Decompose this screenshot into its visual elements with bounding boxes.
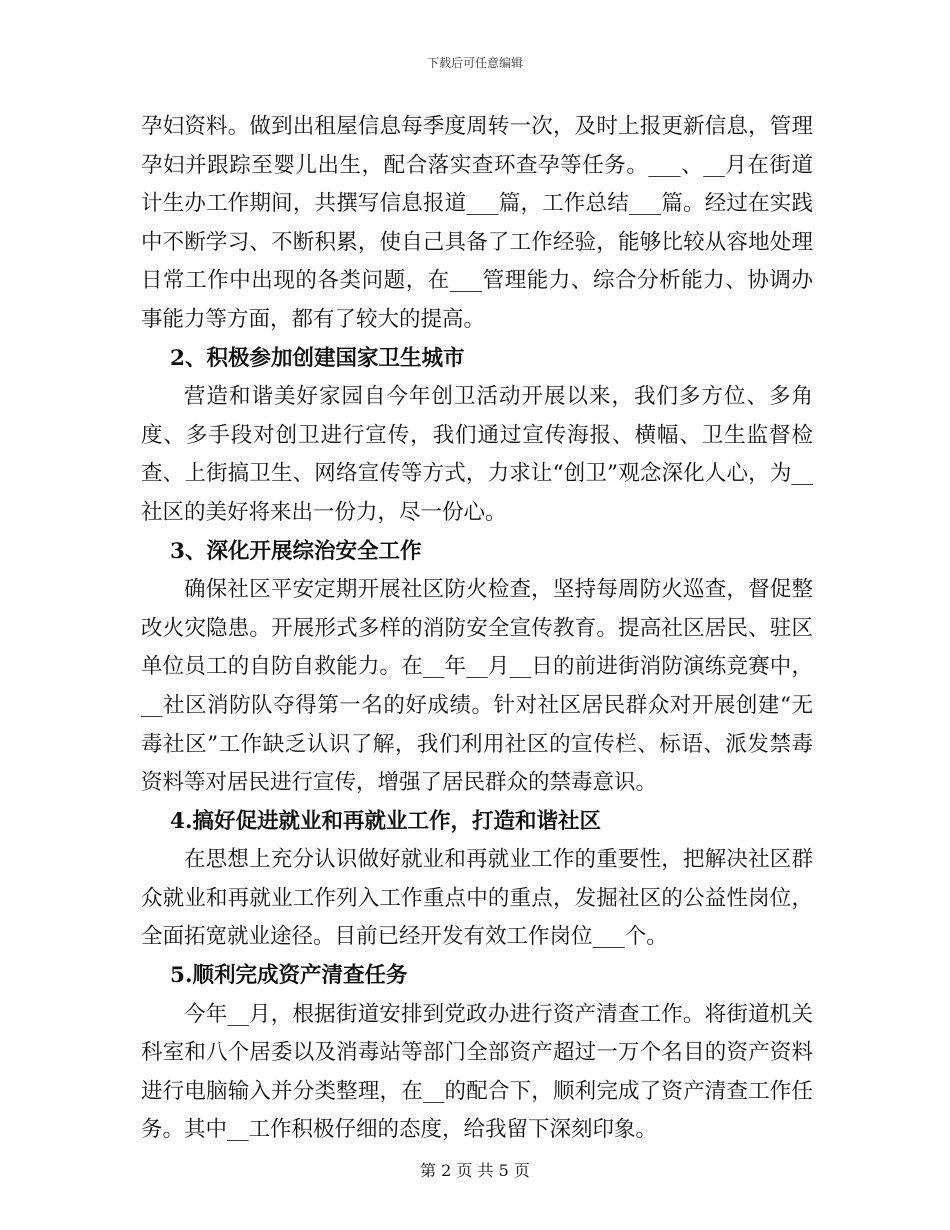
page-header: 下载后可任意编辑 — [426, 56, 523, 70]
page-number: 第 2 页 共 5 页 — [420, 1161, 530, 1180]
paragraph-section-2: 营造和谐美好家园自今年创卫活动开展以来，我们多方位、多角度、多手段对创卫进行宣传，我们通过宣传海报、横幅、卫生监督检查、上街搞卫生、网络宣传等方式，力求让“创卫”观念深化人心，为__社区的美好将来出一份力，尽一份心。 — [141, 384, 813, 525]
section-heading-3: 3、深化开展综治安全工作 — [170, 538, 422, 564]
document-body — [141, 108, 813, 1150]
paragraph-section-4: 在思想上充分认识做好就业和再就业工作的重要性，把解决社区群众就业和再就业工作列入工作重点中的重点，发掘社区的公益性岗位，全面拓宽就业途径。目前已经开发有效工作岗位___个。 — [141, 847, 813, 950]
section-heading-2: 2、积极参加创建国家卫生城市 — [170, 345, 465, 371]
paragraph-section-5: 今年__月，根据街道安排到党政办进行资产清查工作。将街道机关科室和八个居委以及消毒站等部门全部资产超过一万个名目的资产资料进行电脑输入并分类整理，在__的配合下，顺利完成了资产清查工作任务。其中__工作积极仔细的态度，给我留下深刻印象。 — [141, 1001, 813, 1143]
paragraph-continued: 孕妇资料。做到出租屋信息每季度周转一次，及时上报更新信息，管理孕妇并跟踪至婴儿出生，配合落实查环查孕等任务。___、__月在街道计生办工作期间，共撰写信息报道___篇，工作总结___篇。经过在实践中不断学习、不断积累，使自己具备了工作经验，能够比较从容地处理日常工作中出现的各类问题，在___管理能力、综合分析能力、协调办事能力等方面，都有了较大的提高。 — [141, 114, 813, 332]
section-heading-4: 4.搞好促进就业和再就业工作，打造和谐社区 — [170, 808, 601, 834]
paragraph-section-3: 确保社区平安定期开展社区防火检查，坚持每周防火巡查，督促整改火灾隐患。开展形式多样的消防安全宣传教育。提高社区居民、驻区单位员工的自防自救能力。在__年__月__日的前进街消防演练竞赛中，__社区消防队夺得第一名的好成绩。针对社区居民群众对开展创建“无毒社区”工作缺乏认识了解，我们利用社区的宣传栏、标语、派发禁毒资料等对居民进行宣传，增强了居民群众的禁毒意识。 — [141, 577, 813, 796]
section-heading-5: 5.顺利完成资产清查任务 — [170, 963, 408, 989]
